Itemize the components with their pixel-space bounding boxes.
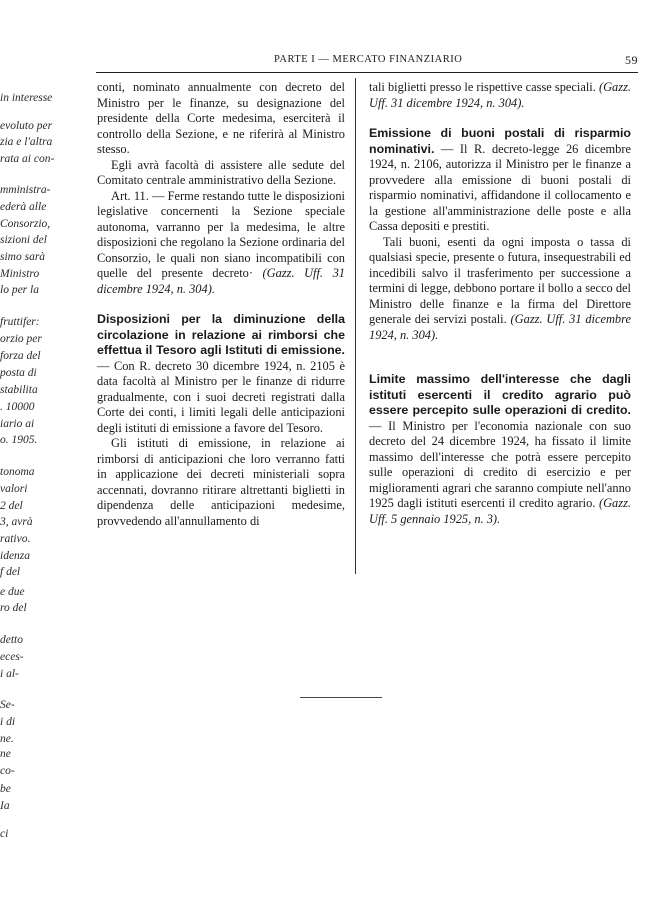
margin-fragment: stabilita xyxy=(0,384,38,396)
margin-fragment: 2 del xyxy=(0,500,23,512)
margin-fragment: valori xyxy=(0,483,28,495)
column-divider xyxy=(355,78,356,574)
margin-fragment: Consorzio, xyxy=(0,218,51,230)
paragraph-text: tali biglietti presso le rispettive casse speciali. xyxy=(369,80,596,94)
margin-fragment: detto xyxy=(0,634,23,646)
margin-fragment: idenza xyxy=(0,550,31,562)
margin-fragment: ro del xyxy=(0,602,27,614)
end-rule xyxy=(300,697,382,698)
margin-fragment: simo sarà xyxy=(0,251,46,263)
citation: (Gazz. Uff. 31 dicembre 1924, n. 304). xyxy=(369,80,631,110)
margin-fragment: eces- xyxy=(0,651,24,663)
paragraph: Egli avrà facoltà di assistere alle sedute del Comitato centrale amministrativo della Sezione. xyxy=(97,157,345,187)
margin-fragment: orzio per xyxy=(0,333,42,345)
section-title: Emissione di buoni postali di risparmio nominativi. xyxy=(369,126,631,156)
citation: (Gazz. Uff. 5 gennaio 1925, n. 3). xyxy=(369,496,631,526)
margin-fragment: . 10000 xyxy=(0,401,35,413)
margin-fragment: i al- xyxy=(0,668,19,680)
left-column xyxy=(97,80,345,529)
margin-fragment: evoluto per xyxy=(0,120,53,132)
margin-fragment: o. 1905. xyxy=(0,434,38,446)
margin-fragment: f del xyxy=(0,566,21,578)
paragraph xyxy=(369,80,631,111)
margin-fragment: rata ai con- xyxy=(0,153,55,165)
margin-fragment: fruttifer: xyxy=(0,316,40,328)
margin-fragment: 3, avrà xyxy=(0,516,33,528)
section-body: — Con R. decreto 30 dicembre 1924, n. 2105 è data facoltà al Ministro per le finanze di ridurre gradualmente, con i suoi decreti registrati dalla Corte dei conti, i limiti legali delle anticipazioni degli istituti di emissione a favore del Tesoro. xyxy=(97,358,345,435)
margin-fragment: mministra- xyxy=(0,184,51,196)
citation: (Gazz. Uff. 31 dicembre 1924, n. 304). xyxy=(369,312,631,342)
margin-fragment: tonoma xyxy=(0,466,35,478)
paragraph xyxy=(369,235,631,344)
paragraph-text: Art. 11. — Ferme restando tutte le disposizioni legislative concernenti la Sezione speciale autonoma, varranno per la medesima, le altre disposizioni che regolano la Sezione ordinaria del Consorzio, le quali non siano incompatibili con quelle del presente decreto· xyxy=(97,188,345,280)
margin-fragment: ne. xyxy=(0,733,14,745)
margin-fragment: lo per la xyxy=(0,284,39,296)
margin-fragment: be xyxy=(0,783,11,795)
facing-page-margin xyxy=(0,0,86,900)
margin-fragment: e due xyxy=(0,586,25,598)
paragraph-text: Tali buoni, esenti da ogni imposta o tassa di qualsiasi specie, presente o futura, insequestrabili ed incedibili salvo il trasferimento per successione a termini di legge, debbono portare il bollo a secco del Ministro delle finanze e la firma del Direttore generale dei servizi postali. xyxy=(369,234,631,326)
margin-fragment: zia e l'altra xyxy=(0,136,53,148)
margin-fragment: ci xyxy=(0,828,9,840)
header-rule xyxy=(96,72,638,73)
paragraph: Gli istituti di emissione, in relazione ai rimborsi di anticipazioni che loro verranno fatti in applicazione dei decreti ministeriali sopra accennati, dovranno ritirare altrettanti biglietti in dipendenza delle anticipazioni medesime, provvedendo all'annullamento di xyxy=(97,436,345,528)
margin-fragment: co- xyxy=(0,765,15,777)
margin-fragment: Ministro xyxy=(0,268,40,280)
margin-fragment: posta di xyxy=(0,367,37,379)
margin-fragment: in interesse xyxy=(0,92,53,104)
margin-fragment: Ia xyxy=(0,800,10,812)
citation: (Gazz. Uff. 31 dicembre 1924, n. 304). xyxy=(97,266,345,296)
section-body: — Il R. decreto-legge 26 dicembre 1924, n. 2106, autorizza il Ministro per le finanze a provvedere alla emissione di buoni postali di risparmio nominativi, affidandone il collocamento e la gestione all'amministrazione delle poste e alla Cassa depositi e prestiti. xyxy=(369,141,631,233)
margin-fragment: iario ai xyxy=(0,418,35,430)
margin-fragment: sizioni del xyxy=(0,234,47,246)
margin-fragment: ne xyxy=(0,748,11,760)
page-number: 59 xyxy=(625,53,638,67)
paragraph: conti, nominato annualmente con decreto del Ministro per le finanze, su designazione del presidente della Corte medesima, eserciterà il controllo della Sezione, e ne riferirà al Ministro stesso. xyxy=(97,80,345,156)
margin-fragment: forza del xyxy=(0,350,41,362)
margin-fragment: ederà alle xyxy=(0,201,47,213)
article-11 xyxy=(97,189,345,298)
running-title: PARTE I — MERCATO FINANZIARIO xyxy=(274,54,463,65)
section-body: — Il Ministro per l'economia nazionale con suo decreto del 24 dicembre 1924, ha fissato il limite massimo dell'interesse che potrà essere percepito sulle operazioni di credito di esercizio e per miglioramenti agrari che saranno compiute nell'anno 1925 dagli istituti esercenti il credito agrario. xyxy=(369,418,631,510)
page-header xyxy=(96,54,638,70)
section-title: Disposizioni per la diminuzione della circolazione in relazione ai rimborsi che effettua il Tesoro agli Istituti di emissione. xyxy=(97,312,345,357)
section-title: Limite massimo dell'interesse che dagli istituti esercenti il credito agrario può essere percepito sulle operazioni di credito. xyxy=(369,372,631,417)
right-column xyxy=(369,80,631,527)
margin-fragment: Se- xyxy=(0,699,15,711)
margin-fragment: i di xyxy=(0,716,16,728)
margin-fragment: rativo. xyxy=(0,533,31,545)
